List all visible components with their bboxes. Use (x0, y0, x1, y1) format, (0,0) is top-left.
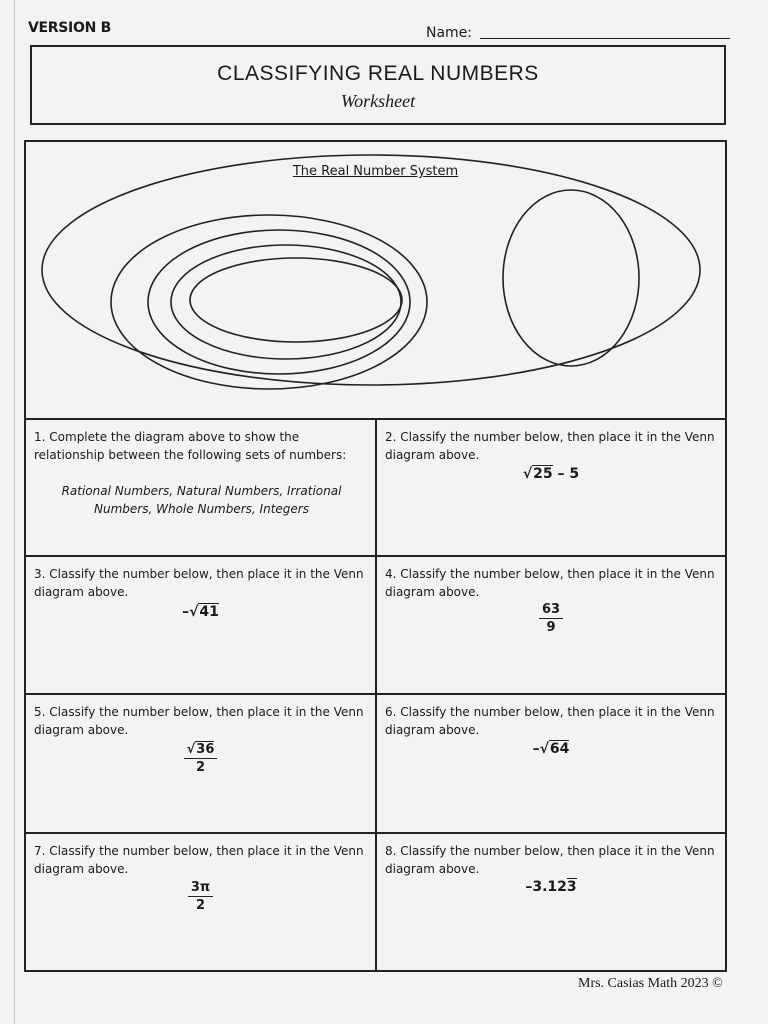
venn-diagram (26, 142, 729, 420)
version-label: VERSION B (28, 20, 111, 36)
footer-credit: Mrs. Casias Math 2023 © (578, 976, 723, 991)
question-number: 2. (385, 430, 397, 444)
question-number: 1. (34, 430, 46, 444)
question-prompt: Classify the number below, then place it in the Venn diagram above. (34, 567, 364, 599)
math-expression (26, 740, 375, 776)
question-8[interactable] (377, 834, 725, 970)
question-6[interactable] (377, 695, 725, 834)
math-expression (26, 878, 375, 914)
radicand: 36 (196, 742, 215, 757)
question-number: 8. (385, 844, 397, 858)
question-prompt: Classify the number below, then place it in the Venn diagram above. (385, 705, 715, 737)
question-prompt: Classify the number below, then place it in the Venn diagram above. (34, 844, 364, 876)
question-number: 3. (34, 567, 46, 581)
question-number: 5. (34, 705, 46, 719)
venn-diagram-box (24, 140, 727, 418)
math-expression (377, 600, 725, 636)
question-3[interactable] (26, 557, 377, 695)
numerator: 63 (539, 601, 563, 619)
radical-sign: √ (522, 466, 533, 482)
fraction (539, 601, 563, 636)
diagram-title: The Real Number System (292, 164, 459, 179)
worksheet-subtitle: Worksheet (340, 91, 416, 111)
denominator: 2 (195, 898, 206, 913)
expression-prefix: – (182, 604, 190, 620)
decimal-value: –3.12 (525, 879, 567, 895)
worksheet-title: CLASSIFYING REAL NUMBERS (217, 62, 539, 85)
question-4[interactable] (377, 557, 725, 695)
questions-grid (24, 418, 727, 972)
question-5[interactable] (26, 695, 377, 834)
question-number: 4. (385, 567, 397, 581)
question-prompt: Classify the number below, then place it in the Venn diagram above. (385, 844, 715, 876)
math-expression (377, 740, 725, 758)
radicand: 64 (549, 741, 570, 757)
denominator: 2 (195, 760, 206, 775)
question-number: 6. (385, 705, 397, 719)
question-number: 7. (34, 844, 46, 858)
name-label: Name: (426, 25, 473, 41)
radical-sign: √ (186, 742, 196, 757)
fraction (188, 879, 213, 914)
set-ellipse-1[interactable] (111, 215, 427, 389)
math-expression (377, 465, 725, 483)
sets-list: Rational Numbers, Natural Numbers, Irrational Numbers, Whole Numbers, Integers (61, 484, 342, 516)
page-edge (14, 0, 15, 1024)
radical-sign: √ (189, 604, 199, 620)
radical-sign: √ (539, 741, 549, 757)
math-expression (26, 603, 375, 621)
numerator: 3π (188, 879, 213, 897)
question-prompt: Classify the number below, then place it in the Venn diagram above. (34, 705, 364, 737)
denominator: 9 (546, 620, 556, 635)
question-prompt: Classify the number below, then place it in the Venn diagram above. (385, 430, 715, 462)
question-2[interactable] (377, 420, 725, 557)
question-1[interactable] (26, 420, 377, 557)
name-field-line[interactable] (480, 38, 730, 39)
set-ellipse-2[interactable] (148, 230, 410, 374)
question-prompt: Complete the diagram above to show the relationship between the following sets of numbers: (34, 430, 347, 462)
math-expression (377, 878, 725, 896)
set-ellipse-4[interactable] (190, 258, 402, 342)
title-box (30, 45, 726, 125)
question-prompt: Classify the number below, then place it in the Venn diagram above. (385, 567, 715, 599)
repeating-digit: 3 (566, 879, 577, 895)
expression-prefix: – (532, 741, 540, 757)
fraction (184, 741, 218, 776)
question-7[interactable] (26, 834, 377, 970)
radicand: 25 (533, 466, 553, 482)
radicand: 41 (199, 604, 219, 620)
set-ellipse-side[interactable] (503, 190, 639, 366)
numerator (184, 741, 218, 759)
expression-suffix: – 5 (552, 466, 580, 482)
